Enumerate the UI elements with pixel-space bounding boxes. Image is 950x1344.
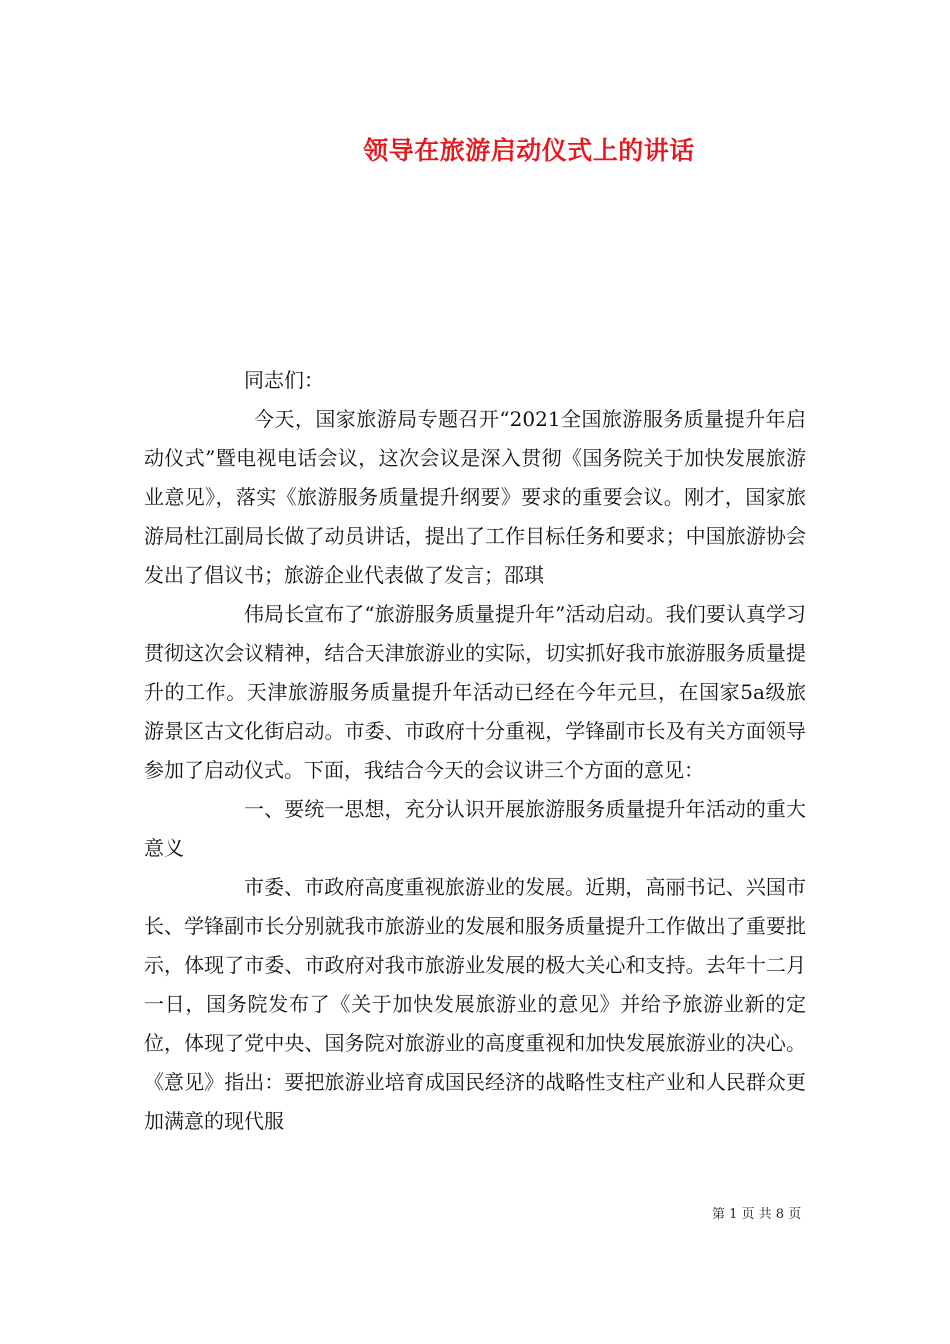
body-paragraph: 市委、市政府高度重视旅游业的发展。近期，高丽书记、兴国市长、学锋副市长分别就我市旅游业的发展和服务质量提升工作做出了重要批示，体现了市委、市政府对我市旅游业发展的极大关心和支持。去年十二月一日，国务院发布了《关于加快发展旅游业的意见》并给予旅游业新的定位，体现了党中央、国务院对旅游业的高度重视和加快发展旅游业的决心。《意见》指出：要把旅游业培育成国民经济的战略性支柱产业和人民群众更加满意的现代服 (144, 875, 806, 1133)
body-paragraph: 今天，国家旅游局专题召开“2021全国旅游服务质量提升年启动仪式”暨电视电话会议，这次会议是深入贯彻《国务院关于加快发展旅游业意见》，落实《旅游服务质量提升纲要》要求的重要会议。刚才，国家旅游局杜江副局长做了动员讲话，提出了工作目标任务和要求；中国旅游协会发出了倡议书；旅游企业代表做了发言；邵琪 (144, 407, 806, 587)
section-heading: 一、要统一思想，充分认识开展旅游服务质量提升年活动的重大意义 (144, 797, 806, 860)
body-paragraph: 伟局长宣布了“旅游服务质量提升年”活动启动。我们要认真学习贯彻这次会议精神，结合天津旅游业的实际，切实抓好我市旅游服务质量提升的工作。天津旅游服务质量提升年活动已经在今年元旦，在国家5a级旅游景区古文化街启动。市委、市政府十分重视，学锋副市长及有关方面领导参加了启动仪式。下面，我结合今天的会议讲三个方面的意见： (144, 602, 806, 782)
salutation-paragraph: 同志们： (244, 368, 324, 392)
document-body (144, 361, 806, 1141)
page-number: 第 1 页 共 8 页 (712, 1207, 802, 1222)
document-title: 领导在旅游启动仪式上的讲话 (363, 136, 695, 165)
